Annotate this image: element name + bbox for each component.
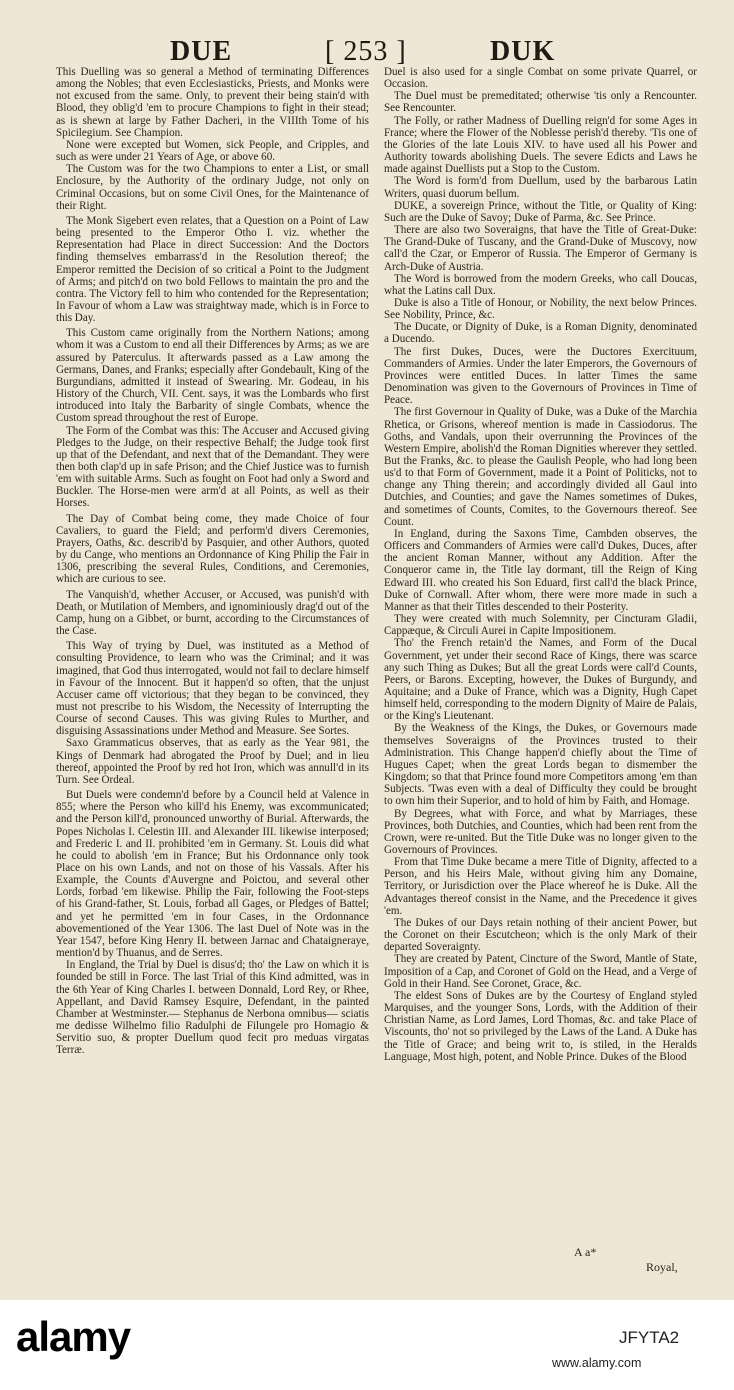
paragraph: The first Dukes, Duces, were the Ductores Exercituum, Commanders of Armies. Under the later Emperors, the Governours of Provinces were entitled Duces. In latter Times the same Denomination was given to the Governours of Provinces in Time of Peace.: [384, 345, 697, 407]
paragraph: The Ducate, or Dignity of Duke, is a Roman Dignity, denominated a Ducendo.: [384, 321, 697, 346]
catchword: Royal,: [646, 1260, 678, 1274]
paragraph: By Degrees, what with Force, and what by Marriages, these Provinces, both Dutchies, and Counties, which had been rent from the Crown, were re-united. But the Title Duke was no longer given to the Governours of Provinces.: [384, 807, 697, 856]
paragraph: This Way of trying by Duel, was instituted as a Method of consulting Providence, to learn who was the Criminal; and it was imagined, that God thus interrogated, would not fail to declare himself in Favour of the Innocent. But it happen'd so often, that the unjust Accuser came off victorious; that they began to be convinced, they must not prescribe to his Wisdom, the Necessity of Interrupting the Course of second Causes. This was giving Rules to Murther, and disguising Assassinations under Method and Measure. See Sortes.: [56, 640, 370, 738]
paragraph: The Word is form'd from Duellum, used by the barbarous Latin Writers, quasi duorum bellum.: [384, 175, 697, 200]
paragraph: DUKE, a sovereign Prince, without the Title, or Quality of King: Such are the Duke of Savoy; Duke of Parma, &c. See Prince.: [384, 199, 697, 224]
paragraph: The Folly, or rather Madness of Duelling reign'd for some Ages in France; where the Flower of the Noblesse perish'd thereby. 'Tis one of the Glories of the late Louis XIV. to have used all his Power and Authority towards abolishing Duels. The severe Edicts and Laws he made against Duellists put a Stop to the Custom.: [384, 114, 697, 176]
watermark-url: www.alamy.com: [552, 1356, 642, 1370]
paragraph: They are created by Patent, Cincture of the Sword, Mantle of State, Imposition of a Cap, and Coronet of Gold on the Head, and a Verge of Gold in their Hand. See Coronet, Grace, &c.: [384, 953, 697, 990]
header-right-word: DUK: [490, 36, 556, 67]
paragraph: The Custom was for the two Champions to enter a List, or small Enclosure, by the Authority of the ordinary Judge, not only on Criminal Occasions, but on some Civil Ones, for the Maintenance of their Right.: [56, 163, 369, 212]
paragraph: By the Weakness of the Kings, the Dukes, or Governours made themselves Soveraigns of the Provinces trusted to their Administration. This Change happen'd chiefly about the Time of Hugues Capet; when the great Lords began to dismember the Kingdom; so that that Prince found more Competitors among 'em than Subjects. 'Twas even with a deal of Difficulty they could be brought to own him their Superior, and to hold of him by Faith, and Homage.: [384, 722, 697, 808]
paragraph: But Duels were condemn'd before by a Council held at Valence in 855; where the Person who kill'd his Enemy, was excommunicated; and the Person kill'd, pronounced unworthy of Burial. Afterwards, the Popes Nicholas I. Celestin III. and Alexander III. likewise interposed; and Frederic I. and II. prohibited 'em in Germany. St. Louis did what he could to abolish 'em in France; But his Ordonnance only took Place on his own Lands, and not on those of his Vassals. After his Example, the Counts d'Auvergne and Poictou, and several other Lords, forbad 'em likewise. Philip the Fair, following the Foot-steps of his Grand-father, St. Louis, forbad all Gages, or Pledges of Battel; and yet he permitted 'em in four Cases, in the Ordonnance abovementioned of the Year 1306. The last Duel of Note was in the Year 1547, before King Henry II. between Jarnac and Chataigneraye, mention'd by Thuanus, and de Serres.: [56, 789, 369, 960]
paragraph: The Dukes of our Days retain nothing of their ancient Power, but the Coronet on their Escutcheon; which is the only Mark of their departed Soveraignty.: [384, 916, 697, 954]
paragraph: The eldest Sons of Dukes are by the Courtesy of England styled Marquises, and the younger Sons, Lords, with the Addition of their Christian Name, as Lord James, Lord Thomas, &c. and take Place of Viscounts, tho' not so privileged by the Laws of the Land. A Duke has the Title of Grace; and being writ to, is stiled, in the Heralds Language, Most high, potent, and Noble Prince. Dukes of the Blood: [384, 989, 697, 1063]
paragraph: The first Governour in Quality of Duke, was a Duke of the Marchia Rhetica, or Grisons, whereof mention is made in Cassiodorus. The Goths, and Vandals, upon their overrunning the Provinces of the Western Empire, abolish'd the Roman Dignities wherever they settled. But the Franks, &c. to please the Gaulish People, who had long been us'd to that Form of Government, made it a Point of Politicks, not to change any Thing therein; and accordingly divided all Gaul into Dutchies, and Counties; and gave the Names sometimes of Dukes, and sometimes of Counts, Comites, to the Governours thereof. See Count.: [384, 406, 697, 528]
paragraph: In England, during the Saxons Time, Cambden observes, the Officers and Commanders of Armies were call'd Dukes, Duces, after the ancient Roman Manner, without any Addition. After the Conqueror came in, the Title lay dormant, till the Reign of King Edward III. who created his Son Eduard, first call'd the black Prince, Duke of Cornwall. After whom, there were more made in such a Manner as that their Titles descended to their Posterity.: [384, 527, 697, 613]
signature-mark: A a*: [574, 1245, 597, 1259]
paragraph: Duke is also a Title of Honour, or Nobility, the next below Princes. See Nobility, Prince, &c.: [384, 296, 697, 322]
paragraph: The Vanquish'd, whether Accuser, or Accused, was punish'd with Death, or Mutilation of Members, and ignominiously drag'd out of the Camp, hung on a Gibbet, or burnt, according to the Circumstances of the Case.: [56, 588, 369, 638]
left-text-column: [56, 66, 369, 1057]
alamy-logo: alamy: [16, 1313, 131, 1360]
paragraph: The Day of Combat being come, they made Choice of four Cavaliers, to guard the Field; and perform'd divers Ceremonies, Prayers, Oaths, &c. describ'd by Pasquier, and other Authors, quoted by du Cange, who mentions an Ordonnance of King Philip the Fair in 1306, prescribing the several Rules, Conditions, and Ceremonies, which are curious to see.: [56, 512, 369, 586]
paragraph: Tho' the French retain'd the Names, and Form of the Ducal Government, yet under their second Race of Kings, there was scarce any such Thing as Dukes; But all the great Lords were call'd Counts, Peers, or Barons. Excepting, however, the Dukes of Burgundy, and Aquitaine; and a Duke of France, which was a Dignity, Hugh Capet himself held, corresponding to the modern Dignity of Maire de Palais, or the King's Lieutenant.: [384, 637, 697, 723]
paragraph: From that Time Duke became a mere Title of Dignity, affected to a Person, and his Heirs Male, without giving him any Domaine, Territory, or Jurisdiction over the Place whereof he is Duke. All the Advantages thereof consist in the Name, and the Precedence it gives 'em.: [384, 856, 697, 917]
image-code: JFYTA2: [619, 1328, 680, 1347]
paragraph: The Form of the Combat was this: The Accuser and Accused giving Pledges to the Judge, on their respective Behalf; the Judge took first up that of the Defendant, and next that of the Demandant. They were then both clap'd up in safe Prison; and the Chief Justice was to furnish 'em with suitable Arms. Such as fought on Foot had only a Sword and Buckler. The Horse-men were arm'd at all Points, as well as their Horses.: [56, 424, 369, 510]
paragraph: The Duel must be premeditated; otherwise 'tis only a Rencounter. See Rencounter.: [384, 90, 697, 115]
page-number: [ 253 ]: [325, 36, 407, 67]
paragraph: There are also two Soveraigns, that have the Title of Great-Duke: The Grand-Duke of Tuscany, and the Grand-Duke of Muscovy, now call'd the Czar, or Emperor of Russia. The Emperor of Germany is Arch-Duke of Austria.: [384, 224, 697, 273]
paragraph: None were excepted but Women, sick People, and Cripples, and such as were under 21 Years of Age, or above 60.: [56, 138, 369, 164]
paragraph: Duel is also used for a single Combat on some private Quarrel, or Occasion.: [384, 66, 697, 91]
paragraph: The Monk Sigebert even relates, that a Question on a Point of Law being presented to the Emperor Otho I. viz. whether the Representation had Place in direct Succession: And the Doctors finding themselves embarrass'd in the Resolution thereof; the Emperor remitted the Decision of so critical a Point to the Judgment of Arms; and pitch'd on two bold Fellows to maintain the pro and the contra. The Victory fell to him who contended for the Representation; In Favour of whom a Law was straightway made, which is in Force to this Day.: [56, 214, 369, 325]
paragraph: The Word is borrowed from the modern Greeks, who call Doucas, what the Latins call Dux.: [384, 272, 697, 297]
paragraph: In England, the Trial by Duel is disus'd; tho' the Law on which it is founded be still in Force. The last Trial of this Kind admitted, was in the 6th Year of King Charles I. between Donnald, Lord Rey, or Rhee, Appellant, and David Ramsey Esquire, Defendant, in the painted Chamber at Westminster.— Stephanus de Nerbona omnibus— sciatis me dedisse Wilhelmo filio Radulphi de Filungele pro Homagio & Servitio suo, & propter Duellum quod fecit pro meduas virgatas Terræ.: [56, 959, 369, 1057]
paragraph: This Duelling was so general a Method of terminating Differences among the Nobles; that even Ecclesiasticks, Priests, and Monks were not excused from the same. Only, to prevent their being stain'd with Blood, they oblig'd 'em to procure Champions to fight in their stead; as is shewn at large by Father Dacheri, in the VIIIth Tome of his Spicilegium. See Champion.: [56, 66, 369, 139]
paragraph: They were created with much Solemnity, per Cincturam Gladii, Cappæque, & Circuli Aurei in Capite Impositionem.: [384, 613, 697, 638]
right-text-column: [384, 66, 697, 1063]
paragraph: This Custom came originally from the Northern Nations; among whom it was a Custom to end all their Differences by Arms; as we are assured by Paterculus. It afterwards passed as a Law among the Germans, Danes, and Franks; especially after Gondebault, King of the Burgundians, admitted it instead of Swearing. Mr. Godeau, in his History of the Church, VII. Cent. says, it was the Lombards who first introduced into Italy the Barbarity of single Combats, whence the Custom spread throughout the rest of Europe.: [56, 327, 369, 425]
header-left-word: DUE: [170, 36, 233, 67]
paragraph: Saxo Grammaticus observes, that as early as the Year 981, the Kings of Denmark had abrogated the Proof by Duel; and in lieu thereof, appointed the Proof by red hot Iron, which was annull'd in its Turn. See Ordeal.: [56, 737, 369, 786]
